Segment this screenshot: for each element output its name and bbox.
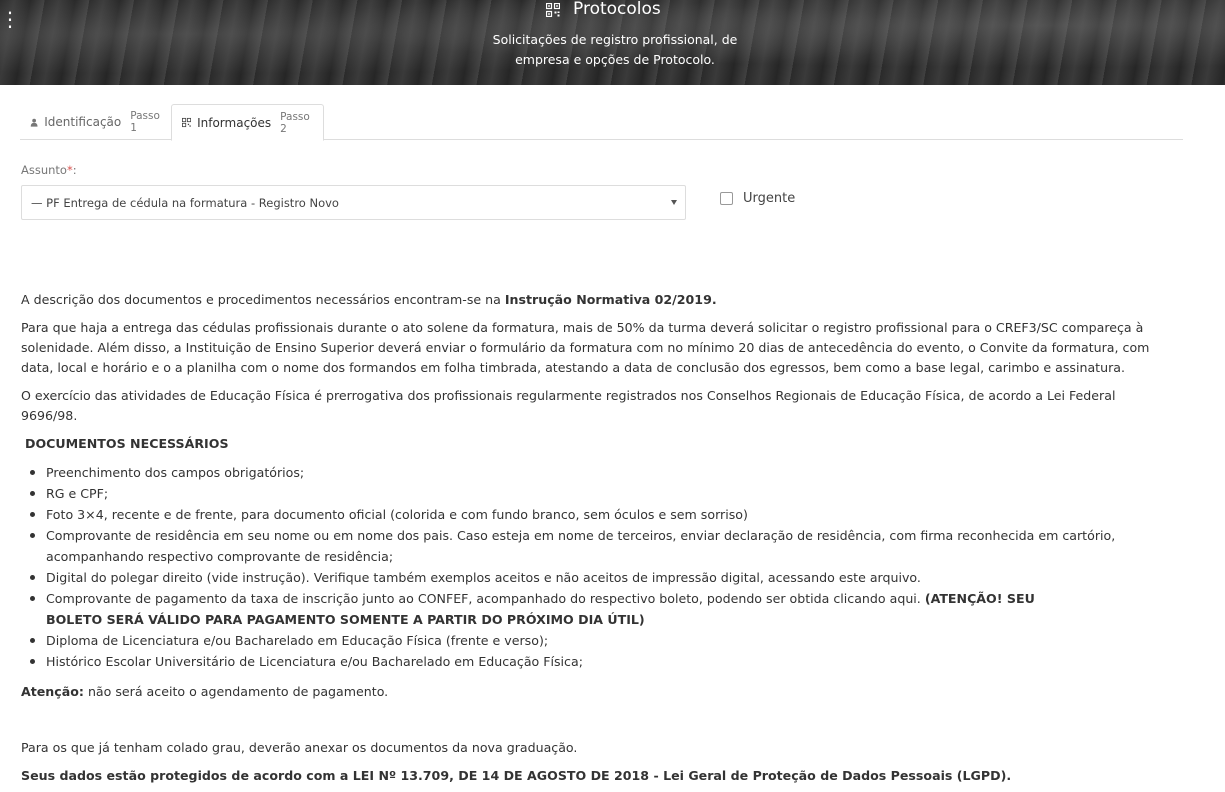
urgent-label: Urgente [743, 191, 796, 206]
lgpd-notice: Seus dados estão protegidos de acordo com a LEI Nº 13.709, DE 14 DE AGOSTO DE 2018 - Lei Geral de Proteção de Dados Pessoais (LGPD). [21, 768, 1012, 783]
tab-step: Passo 2 [280, 110, 310, 135]
documents-list [21, 462, 1171, 672]
urgent-checkbox[interactable] [720, 192, 733, 205]
graduation-note: Para os que já tenham colado grau, deverão anexar os documentos da nova graduação. [21, 740, 578, 755]
page-title: Protocolos [573, 0, 661, 19]
documents-heading: DOCUMENTOS NECESSÁRIOS [25, 436, 229, 451]
urgent-option[interactable] [720, 191, 795, 206]
page-subtitle: Solicitações de registro profissional, de empresa e opções de Protocolo. [492, 32, 738, 67]
graduation-paragraph: Para que haja a entrega das cédulas profissionais durante o ato solene da formatura, mais de 50% da turma deverá solicitar o registro profissional para o CREF3/SC compareça à solenidade. Além disso, a Instituição de Ensino Superior deverá enviar o formulário da formatura com no mínimo 20 dias de antecedência do evento, o Convite da formatura, com data, local e horário e o a planilha com o nome dos formandos em folha timbrada, atestando a data de conclusão dos egressos, bem como a base legal, carimbo e assinatura. [21, 320, 1150, 375]
step-tabs [20, 104, 1183, 140]
list-item: Comprovante de residência em seu nome ou em nome dos pais. Caso esteja em nome de terceiros, enviar declaração de residência, com firma reconhecida em cartório, acompanhando respectivo comprovante de residência; [21, 525, 1171, 567]
qr-code-icon [546, 3, 560, 17]
list-item: Digital do polegar direito (vide instrução). Verifique também exemplos aceitos e não aceitos de impressão digital, acessando este arquivo. [21, 567, 1171, 588]
list-item: Diploma de Licenciatura e/ou Bacharelado em Educação Física (frente e verso); [21, 630, 1171, 651]
list-item: Foto 3×4, recente e de frente, para documento oficial (colorida e com fundo branco, sem óculos e sem sorriso) [21, 504, 1171, 525]
tab-identificacao[interactable] [20, 104, 170, 140]
list-item: Preenchimento dos campos obrigatórios; [21, 462, 1171, 483]
instructions-content [21, 290, 1171, 792]
subject-label: Assunto*: [21, 163, 77, 177]
list-item: RG e CPF; [21, 483, 1171, 504]
intro-paragraph: A descrição dos documentos e procedimentos necessários encontram-se na Instrução Normativa 02/2019. [21, 292, 717, 307]
spacer [21, 710, 1171, 738]
legal-paragraph: O exercício das atividades de Educação Física é prerrogativa dos profissionais regularmente registrados nos Conselhos Regionais de Educação Física, de acordo a Lei Federal 9696/98. [21, 388, 1116, 423]
tab-informacoes[interactable] [171, 104, 324, 141]
menu-toggle-icon[interactable]: ⋮ [0, 7, 20, 31]
page-header-banner [0, 0, 1225, 85]
caret-down-icon [671, 200, 677, 205]
tab-label: Informações [197, 115, 272, 130]
list-item: Histórico Escolar Universitário de Licenciatura e/ou Bacharelado em Educação Física; [21, 651, 1171, 672]
tab-step: Passo 1 [130, 110, 160, 134]
required-mark: * [66, 163, 73, 177]
normative-instruction-link[interactable]: Instrução Normativa 02/2019. [504, 292, 717, 307]
header-title-row [546, 0, 661, 19]
subject-select[interactable] [21, 185, 686, 220]
tab-label: Identificação [44, 115, 122, 129]
user-icon [30, 117, 38, 128]
qr-code-icon [182, 117, 191, 128]
list-item: Comprovante de pagamento da taxa de inscrição junto ao CONFEF, acompanhado do respectivo boleto, podendo ser obtida clicando aqui. (ATENÇÃO! SEU BOLETO SERÁ VÁLIDO PARA PAGAMENTO SOMENTE A PARTIR DO PRÓXIMO DIA ÚTIL) [21, 588, 1171, 630]
subject-select-value: — PF Entrega de cédula na formatura - Registro Novo [31, 195, 339, 210]
attention-paragraph: Atenção: não será aceito o agendamento de pagamento. [21, 684, 389, 699]
